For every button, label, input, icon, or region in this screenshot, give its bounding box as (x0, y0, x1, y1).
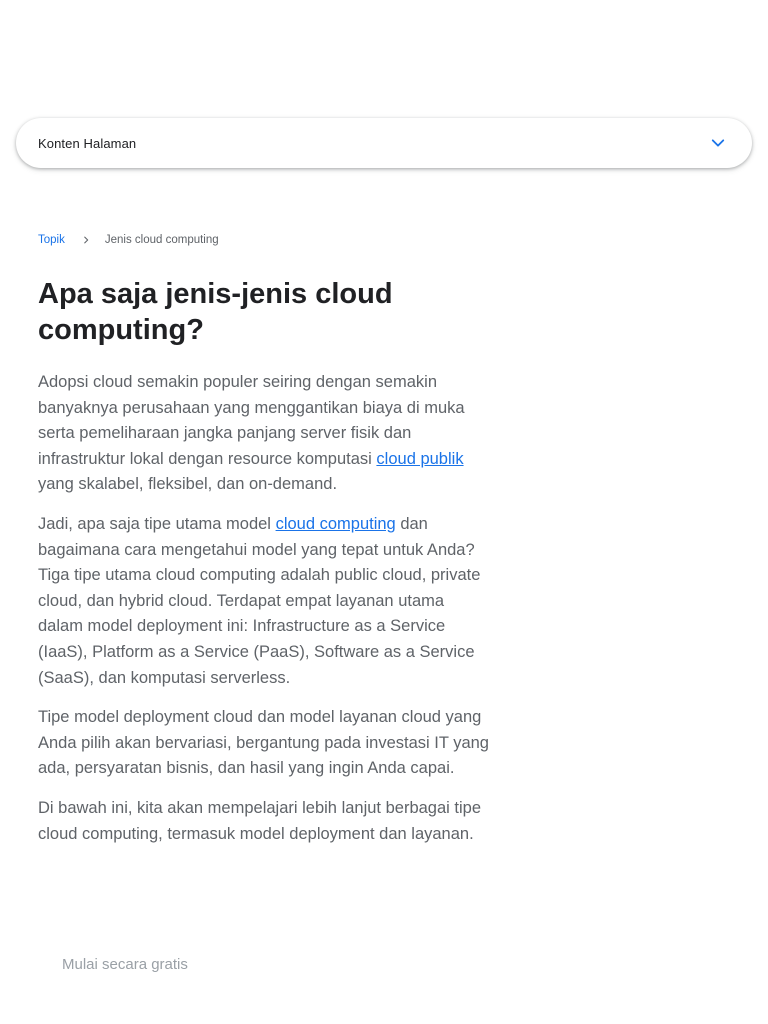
page-contents-label: Konten Halaman (38, 135, 137, 151)
article-body (38, 370, 490, 861)
paragraph-intro (38, 370, 490, 498)
paragraph-intro-text: Adopsi cloud semakin populer seiring dengan semakin banyaknya perusahaan yang menggantikan biaya di muka serta pemeliharaan jangka panjang server fisik dan infrastruktur lokal dengan resource komputasi (38, 373, 465, 468)
page-title: Apa saja jenis-jenis cloud computing? (38, 278, 393, 346)
breadcrumb-current: Jenis cloud computing (104, 234, 219, 246)
paragraph-types (38, 512, 490, 691)
paragraph-intro-text-end: yang skalabel, fleksibel, dan on-demand. (38, 475, 338, 494)
chevron-down-icon[interactable] (708, 133, 728, 153)
paragraph-outline: Di bawah ini, kita akan mempelajari lebih lanjut berbagai tipe cloud computing, termasuk model deployment dan layanan. (38, 798, 482, 843)
cloud-computing-link[interactable]: cloud computing (275, 514, 396, 533)
paragraph-types-text: Jadi, apa saja tipe utama model (38, 514, 276, 533)
cloud-publik-link[interactable]: cloud publik (376, 449, 464, 468)
chevron-right-icon (79, 233, 93, 247)
breadcrumb (38, 232, 219, 248)
start-free-button[interactable]: Mulai secara gratis (62, 956, 188, 973)
page-contents-dropdown[interactable] (16, 118, 752, 168)
breadcrumb-topik-link[interactable]: Topik (38, 234, 65, 246)
paragraph-types-text-end: dan bagaimana cara mengetahui model yang tepat untuk Anda? Tiga tipe utama cloud computing adalah public cloud, private cloud, dan hybrid cloud. Terdapat empat layanan utama dalam model deployment ini: Infrastructure as a Service (IaaS), Platform as a Service (PaaS), Software as a Service (SaaS), dan komputasi serverless. (38, 514, 481, 687)
paragraph-choice: Tipe model deployment cloud dan model layanan cloud yang Anda pilih akan bervariasi, bergantung pada investasi IT yang ada, persyaratan bisnis, dan hasil yang ingin Anda capai. (38, 708, 489, 778)
